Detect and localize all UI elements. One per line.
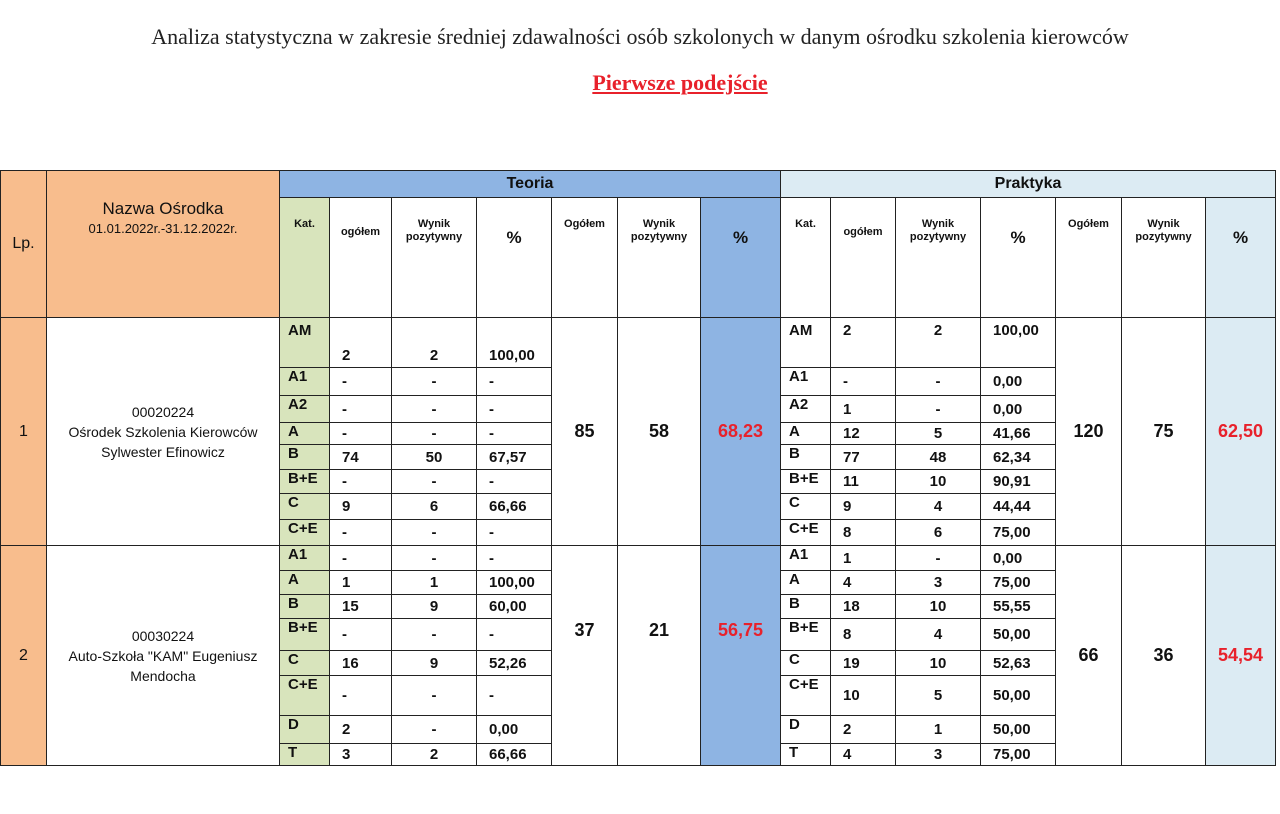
praktyka-wynik: 3 xyxy=(896,571,981,595)
praktyka-kat: B+E xyxy=(781,470,831,494)
praktyka-kat: A1 xyxy=(781,546,831,571)
osrodek-name: Auto-Szkoła "KAM" Eugeniusz Mendocha xyxy=(68,647,258,684)
praktyka-ogolem-total: 120 xyxy=(1056,318,1122,546)
teoria-pct: - xyxy=(477,470,552,494)
praktyka-wynik: - xyxy=(896,396,981,423)
praktyka-wynik: 5 xyxy=(896,423,981,445)
teoria-pct: - xyxy=(477,368,552,396)
praktyka-kat: D xyxy=(781,716,831,744)
teoria-ogolem: 15 xyxy=(330,595,392,619)
praktyka-pct: 55,55 xyxy=(981,595,1056,619)
praktyka-pct-total: 54,54 xyxy=(1206,546,1276,766)
praktyka-wynik-total: 75 xyxy=(1122,318,1206,546)
teoria-pct: 66,66 xyxy=(477,744,552,766)
header-praktyka-pct-total xyxy=(1206,198,1276,318)
praktyka-ogolem: 19 xyxy=(831,651,896,676)
teoria-wynik: - xyxy=(392,716,477,744)
praktyka-wynik-total: 36 xyxy=(1122,546,1206,766)
teoria-pct: 67,57 xyxy=(477,445,552,470)
header-praktyka: Praktyka xyxy=(781,171,1276,198)
header-label: % xyxy=(732,228,749,247)
praktyka-wynik: - xyxy=(896,546,981,571)
teoria-wynik: - xyxy=(392,520,477,546)
teoria-kat: C xyxy=(280,651,330,676)
header-praktyka-wynik-total xyxy=(1122,198,1206,318)
teoria-ogolem: - xyxy=(330,368,392,396)
praktyka-ogolem: 4 xyxy=(831,571,896,595)
header-teoria-pct-total xyxy=(701,198,781,318)
praktyka-pct: 52,63 xyxy=(981,651,1056,676)
praktyka-kat: C+E xyxy=(781,676,831,716)
header-label: % xyxy=(1010,228,1026,247)
teoria-ogolem-total: 37 xyxy=(552,546,618,766)
praktyka-wynik: 10 xyxy=(896,595,981,619)
header-lp: Lp. xyxy=(1,171,47,318)
praktyka-pct: 0,00 xyxy=(981,368,1056,396)
teoria-pct: - xyxy=(477,396,552,423)
teoria-kat: B xyxy=(280,445,330,470)
praktyka-kat: C xyxy=(781,494,831,520)
praktyka-wynik: 2 xyxy=(896,318,981,368)
osrodek-name-cell xyxy=(47,318,280,546)
teoria-kat: A1 xyxy=(280,546,330,571)
teoria-ogolem: 74 xyxy=(330,445,392,470)
teoria-pct: 0,00 xyxy=(477,716,552,744)
teoria-pct: 52,26 xyxy=(477,651,552,676)
praktyka-kat: A xyxy=(781,571,831,595)
teoria-kat: A xyxy=(280,571,330,595)
teoria-kat: AM xyxy=(280,318,330,368)
teoria-wynik: 9 xyxy=(392,651,477,676)
praktyka-ogolem: 77 xyxy=(831,445,896,470)
praktyka-pct-total: 62,50 xyxy=(1206,318,1276,546)
praktyka-pct: 50,00 xyxy=(981,716,1056,744)
praktyka-wynik: 4 xyxy=(896,494,981,520)
praktyka-ogolem: 4 xyxy=(831,744,896,766)
teoria-ogolem-total: 85 xyxy=(552,318,618,546)
teoria-kat: B+E xyxy=(280,619,330,651)
praktyka-kat: C xyxy=(781,651,831,676)
praktyka-pct: 0,00 xyxy=(981,396,1056,423)
header-label: Ogółem xyxy=(1068,218,1109,230)
praktyka-wynik: 5 xyxy=(896,676,981,716)
praktyka-pct: 0,00 xyxy=(981,546,1056,571)
teoria-wynik: - xyxy=(392,423,477,445)
praktyka-wynik: 10 xyxy=(896,651,981,676)
teoria-kat: A2 xyxy=(280,396,330,423)
praktyka-wynik: 1 xyxy=(896,716,981,744)
praktyka-kat: A1 xyxy=(781,368,831,396)
header-praktyka-pct xyxy=(981,198,1056,318)
teoria-pct-total: 56,75 xyxy=(701,546,781,766)
teoria-wynik: 9 xyxy=(392,595,477,619)
teoria-pct: 100,00 xyxy=(477,571,552,595)
teoria-kat: C xyxy=(280,494,330,520)
osrodek-name: Ośrodek Szkolenia Kierowców Sylwester Efinowicz xyxy=(68,423,258,460)
praktyka-pct: 50,00 xyxy=(981,676,1056,716)
teoria-kat: B+E xyxy=(280,470,330,494)
osrodek-name-cell xyxy=(47,546,280,766)
header-okres-label: 01.01.2022r.-31.12.2022r. xyxy=(88,221,238,236)
praktyka-kat: B xyxy=(781,595,831,619)
header-label: Wynik pozytywny xyxy=(630,218,688,243)
praktyka-ogolem-total: 66 xyxy=(1056,546,1122,766)
header-label: Ogółem xyxy=(564,218,605,230)
header-label: % xyxy=(506,228,522,247)
teoria-kat: A1 xyxy=(280,368,330,396)
teoria-wynik: 2 xyxy=(392,744,477,766)
header-teoria-wynik-total xyxy=(618,198,701,318)
teoria-wynik: 1 xyxy=(392,571,477,595)
teoria-wynik: 6 xyxy=(392,494,477,520)
praktyka-wynik: 3 xyxy=(896,744,981,766)
header-teoria-wynik xyxy=(392,198,477,318)
praktyka-pct: 75,00 xyxy=(981,571,1056,595)
teoria-ogolem: - xyxy=(330,619,392,651)
teoria-pct-total: 68,23 xyxy=(701,318,781,546)
praktyka-pct: 90,91 xyxy=(981,470,1056,494)
header-praktyka-wynik xyxy=(896,198,981,318)
teoria-wynik: - xyxy=(392,676,477,716)
praktyka-pct: 62,34 xyxy=(981,445,1056,470)
teoria-ogolem: 16 xyxy=(330,651,392,676)
praktyka-ogolem: 8 xyxy=(831,619,896,651)
teoria-ogolem: 2 xyxy=(330,716,392,744)
praktyka-ogolem: 12 xyxy=(831,423,896,445)
teoria-ogolem: 1 xyxy=(330,571,392,595)
statistics-table xyxy=(0,170,1276,766)
teoria-wynik-total: 21 xyxy=(618,546,701,766)
header-label: ogółem xyxy=(340,226,381,238)
teoria-kat: A xyxy=(280,423,330,445)
teoria-pct: - xyxy=(477,423,552,445)
praktyka-ogolem: 1 xyxy=(831,546,896,571)
praktyka-kat: C+E xyxy=(781,520,831,546)
teoria-ogolem: 2 xyxy=(330,318,392,368)
praktyka-kat: T xyxy=(781,744,831,766)
praktyka-wynik: 10 xyxy=(896,470,981,494)
teoria-pct: 100,00 xyxy=(477,318,552,368)
praktyka-kat: A xyxy=(781,423,831,445)
header-teoria-kat xyxy=(280,198,330,318)
row-lp: 2 xyxy=(1,546,47,766)
header-label: Wynik pozytywny xyxy=(405,218,463,243)
page-title: Analiza statystyczna w zakresie średniej zdawalności osób szkolonych w danym ośrodku szkolenia kierowców xyxy=(151,24,1129,49)
header-praktyka-ogolem-total xyxy=(1056,198,1122,318)
header-teoria-ogolem-total xyxy=(552,198,618,318)
header-teoria-pct xyxy=(477,198,552,318)
teoria-ogolem: - xyxy=(330,676,392,716)
teoria-ogolem: 9 xyxy=(330,494,392,520)
teoria-ogolem: - xyxy=(330,423,392,445)
page-subtitle: Pierwsze podejście xyxy=(592,70,768,95)
praktyka-kat: B xyxy=(781,445,831,470)
teoria-ogolem: 3 xyxy=(330,744,392,766)
teoria-wynik: - xyxy=(392,619,477,651)
header-nazwa-label: Nazwa Ośrodka xyxy=(102,199,224,218)
teoria-wynik: 2 xyxy=(392,318,477,368)
teoria-wynik: - xyxy=(392,546,477,571)
header-label: Wynik pozytywny xyxy=(909,218,967,243)
praktyka-ogolem: - xyxy=(831,368,896,396)
table-row xyxy=(1,546,1276,571)
teoria-ogolem: - xyxy=(330,520,392,546)
praktyka-ogolem: 1 xyxy=(831,396,896,423)
teoria-kat: C+E xyxy=(280,676,330,716)
teoria-wynik: - xyxy=(392,470,477,494)
praktyka-wynik: 48 xyxy=(896,445,981,470)
praktyka-pct: 75,00 xyxy=(981,744,1056,766)
praktyka-ogolem: 9 xyxy=(831,494,896,520)
header-praktyka-kat xyxy=(781,198,831,318)
teoria-wynik: - xyxy=(392,368,477,396)
praktyka-ogolem: 18 xyxy=(831,595,896,619)
teoria-wynik-total: 58 xyxy=(618,318,701,546)
teoria-pct: - xyxy=(477,676,552,716)
praktyka-pct: 44,44 xyxy=(981,494,1056,520)
praktyka-pct: 100,00 xyxy=(981,318,1056,368)
osrodek-code: 00030224 xyxy=(131,627,195,644)
header-praktyka-ogolem xyxy=(831,198,896,318)
header-label: Kat. xyxy=(795,218,816,230)
teoria-wynik: - xyxy=(392,396,477,423)
header-teoria: Teoria xyxy=(280,171,781,198)
teoria-ogolem: - xyxy=(330,546,392,571)
teoria-pct: - xyxy=(477,520,552,546)
teoria-pct: - xyxy=(477,619,552,651)
osrodek-code: 00020224 xyxy=(131,403,195,420)
praktyka-pct: 75,00 xyxy=(981,520,1056,546)
header-nazwa-osrodka xyxy=(47,171,280,318)
header-label: Kat. xyxy=(294,218,315,230)
header-teoria-ogolem xyxy=(330,198,392,318)
teoria-ogolem: - xyxy=(330,470,392,494)
teoria-kat: B xyxy=(280,595,330,619)
praktyka-pct: 41,66 xyxy=(981,423,1056,445)
teoria-kat: D xyxy=(280,716,330,744)
praktyka-kat: A2 xyxy=(781,396,831,423)
praktyka-kat: B+E xyxy=(781,619,831,651)
praktyka-wynik: 4 xyxy=(896,619,981,651)
teoria-pct: - xyxy=(477,546,552,571)
praktyka-pct: 50,00 xyxy=(981,619,1056,651)
header-label: Wynik pozytywny xyxy=(1135,218,1192,243)
praktyka-ogolem: 2 xyxy=(831,318,896,368)
teoria-ogolem: - xyxy=(330,396,392,423)
teoria-kat: C+E xyxy=(280,520,330,546)
header-label: % xyxy=(1232,228,1249,247)
praktyka-ogolem: 2 xyxy=(831,716,896,744)
teoria-pct: 66,66 xyxy=(477,494,552,520)
praktyka-ogolem: 11 xyxy=(831,470,896,494)
praktyka-wynik: - xyxy=(896,368,981,396)
teoria-kat: T xyxy=(280,744,330,766)
praktyka-wynik: 6 xyxy=(896,520,981,546)
teoria-pct: 60,00 xyxy=(477,595,552,619)
praktyka-kat: AM xyxy=(781,318,831,368)
header-label: ogółem xyxy=(843,226,883,238)
table-row xyxy=(1,318,1276,368)
teoria-wynik: 50 xyxy=(392,445,477,470)
praktyka-ogolem: 10 xyxy=(831,676,896,716)
row-lp: 1 xyxy=(1,318,47,546)
praktyka-ogolem: 8 xyxy=(831,520,896,546)
